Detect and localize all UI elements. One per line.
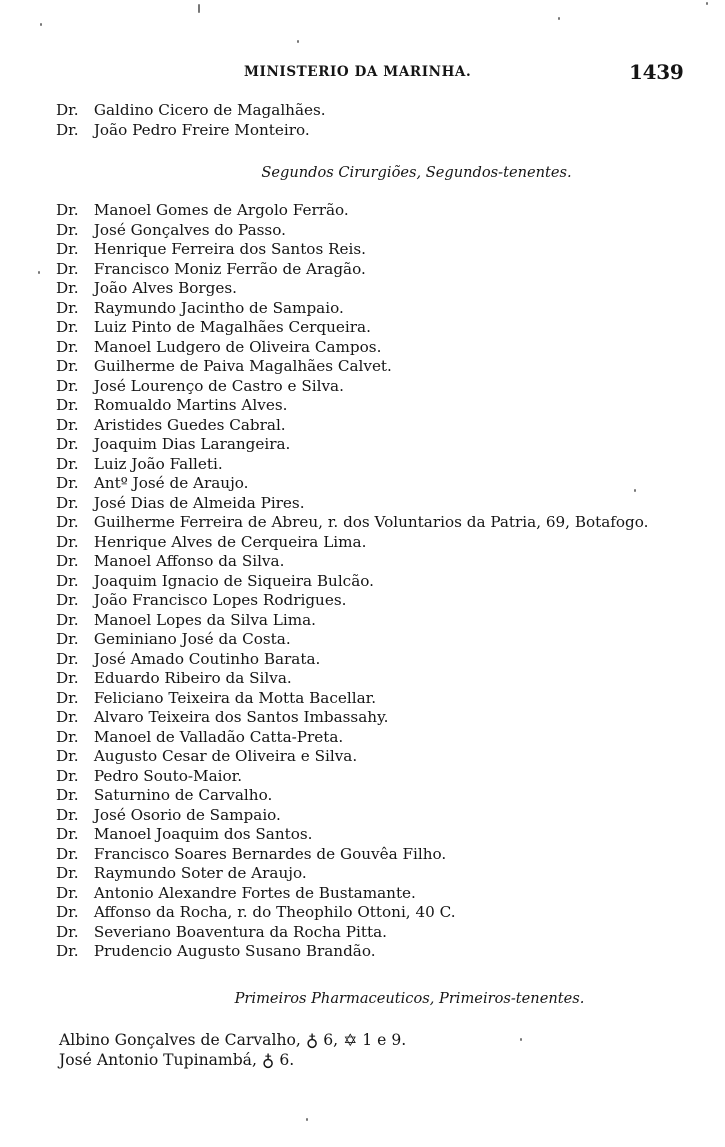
list-item (56, 708, 706, 728)
entry-name: José Osorio de Sampaio. (93, 805, 281, 824)
entry-name: Albino Gonçalves de Carvalho, (59, 1031, 301, 1049)
list-item (56, 747, 706, 767)
order-medal-icon: ♁ (261, 1051, 275, 1071)
list-item (56, 260, 706, 280)
entry-name: João Pedro Freire Monteiro. (93, 120, 310, 139)
entry-name: Saturnino de Carvalho. (93, 786, 273, 804)
list-item (56, 240, 706, 260)
entry-name: Manoel Ludgero de Oliveira Campos. (93, 337, 382, 356)
entry-name: Antonio Alexandre Fortes de Bustamante. (93, 883, 416, 902)
entry-name: Francisco Moniz Ferrão de Aragão. (93, 259, 366, 278)
list-item (56, 864, 706, 884)
list-item (56, 416, 706, 436)
decoration-text: 6, (323, 1031, 339, 1049)
entry-title: Dr. (56, 786, 79, 804)
list-item (56, 279, 706, 299)
entry-title: Dr. (56, 298, 79, 317)
entry-title: Dr. (56, 571, 79, 590)
entry-title: Dr. (56, 825, 79, 843)
entry-title: Dr. (56, 844, 79, 863)
entry-name: Severiano Boaventura da Rocha Pitta. (93, 922, 387, 941)
list-item (56, 299, 706, 319)
scan-speck (297, 40, 299, 43)
list-item (56, 650, 706, 670)
list-item (56, 474, 706, 494)
entry-title: Dr. (56, 318, 79, 336)
entry-name: João Alves Borges. (93, 279, 237, 297)
entry-title: Dr. (56, 688, 79, 707)
list-item (59, 1050, 709, 1070)
list-item (56, 903, 706, 923)
list-item (56, 728, 706, 748)
list-item (56, 318, 706, 338)
decoration-text: 6. (279, 1051, 295, 1069)
entry-title: Dr. (56, 337, 79, 356)
scan-speck (40, 23, 42, 26)
list-item (56, 630, 706, 650)
entry-name: Guilherme Ferreira de Abreu, r. dos Voluntarios da Patria, 69, Botafogo. (93, 513, 649, 531)
entry-name: Guilherme de Paiva Magalhães Calvet. (93, 357, 392, 375)
continuation-list (56, 101, 706, 140)
entry-title: Dr. (56, 883, 79, 902)
entry-name: Eduardo Ribeiro da Silva. (93, 669, 292, 687)
entry-title: Dr. (56, 610, 79, 629)
segundos-cirurgioes-list (56, 201, 706, 962)
entry-name: José Gonçalves do Passo. (93, 220, 286, 239)
entry-title: Dr. (56, 669, 79, 687)
entry-name: Manoel Lopes da Silva Lima. (93, 610, 317, 629)
entry-name: Luiz Pinto de Magalhães Cerqueira. (93, 318, 371, 336)
entry-title: Dr. (56, 415, 79, 434)
entry-title: Dr. (56, 805, 79, 824)
list-item (59, 1030, 709, 1050)
entry-title: Dr. (56, 864, 79, 882)
entry-name: José Antonio Tupinambá, (59, 1051, 257, 1069)
list-item (56, 396, 706, 416)
list-item (56, 221, 706, 241)
entry-title: Dr. (56, 591, 79, 609)
entry-title: Dr. (56, 903, 79, 921)
entry-name: José Amado Coutinho Barata. (93, 649, 321, 668)
entry-title: Dr. (56, 279, 79, 297)
entry-title: Dr. (56, 513, 79, 531)
list-item (56, 825, 706, 845)
entry-title: Dr. (56, 396, 79, 414)
list-item (56, 669, 706, 689)
list-item (56, 533, 706, 553)
star-icon: ✡ (343, 1031, 358, 1051)
entry-title: Dr. (56, 376, 79, 395)
entry-title: Dr. (56, 708, 79, 726)
entry-name: Pedro Souto-Maior. (93, 766, 243, 785)
section-heading-segundos-cirurgioes: Segundos Cirurgiões, Segundos-tenentes. (261, 164, 572, 181)
list-item (56, 357, 706, 377)
entry-title: Dr. (56, 747, 79, 765)
entry-name: Joaquim Ignacio de Siqueira Bulcão. (93, 571, 374, 590)
entry-title: Dr. (56, 259, 79, 278)
list-item (56, 552, 706, 572)
entry-title: Dr. (56, 649, 79, 668)
list-item (56, 455, 706, 475)
scan-speck (38, 271, 40, 274)
list-item (56, 494, 706, 514)
entry-title: Dr. (56, 766, 79, 785)
entry-name: José Lourenço de Castro e Silva. (93, 376, 344, 395)
entry-name: Manoel Joaquim dos Santos. (93, 825, 313, 843)
entry-title: Dr. (56, 201, 79, 219)
list-item (56, 513, 706, 533)
entry-name: Geminiano José da Costa. (93, 630, 291, 648)
entry-title: Dr. (56, 220, 79, 239)
entry-name: Alvaro Teixeira dos Santos Imbassahy. (93, 708, 389, 726)
running-title: MINISTERIO DA MARINHA. (244, 64, 472, 80)
list-item (56, 942, 706, 962)
order-medal-icon: ♁ (305, 1031, 319, 1051)
scan-speck (634, 489, 636, 492)
list-item (56, 611, 706, 631)
entry-title: Dr. (56, 532, 79, 551)
list-item (56, 101, 706, 121)
entry-name: Joaquim Dias Larangeira. (93, 435, 291, 453)
list-item (56, 689, 706, 709)
entry-name: Henrique Ferreira dos Santos Reis. (93, 240, 366, 258)
entry-name: José Dias de Almeida Pires. (93, 493, 305, 512)
scan-speck (706, 2, 708, 5)
entry-name: Augusto Cesar de Oliveira e Silva. (93, 747, 358, 765)
list-item (56, 121, 706, 141)
entry-title: Dr. (56, 240, 79, 258)
entry-name: Aristides Guedes Cabral. (93, 415, 286, 434)
entry-title: Dr. (56, 101, 79, 119)
entry-name: Manoel Affonso da Silva. (93, 552, 285, 570)
entry-title: Dr. (56, 942, 79, 960)
list-item (56, 786, 706, 806)
list-item (56, 572, 706, 592)
list-item (56, 767, 706, 787)
entry-name: Manoel de Valladão Catta-Preta. (93, 727, 344, 746)
entry-title: Dr. (56, 630, 79, 648)
decoration-text: 1 e 9. (362, 1031, 407, 1049)
list-item (56, 338, 706, 358)
entry-name: Manoel Gomes de Argolo Ferrão. (93, 201, 349, 219)
entry-name: Raymundo Jacintho de Sampaio. (93, 298, 344, 317)
scan-speck (198, 4, 200, 13)
entry-name: Romualdo Martins Alves. (93, 396, 288, 414)
entry-name: Henrique Alves de Cerqueira Lima. (93, 532, 367, 551)
list-item (56, 923, 706, 943)
entry-title: Dr. (56, 435, 79, 453)
primeiros-pharmaceuticos-list (59, 1030, 709, 1070)
list-item (56, 591, 706, 611)
entry-name: Prudencio Augusto Susano Brandão. (93, 942, 376, 960)
list-item (56, 884, 706, 904)
scan-speck (306, 1118, 308, 1121)
entry-name: Raymundo Soter de Araujo. (93, 864, 307, 882)
list-item (56, 845, 706, 865)
entry-name: Affonso da Rocha, r. do Theophilo Ottoni, 40 C. (93, 903, 456, 921)
entry-name: Galdino Cicero de Magalhães. (93, 101, 326, 119)
entry-name: Antº José de Araujo. (93, 474, 249, 492)
entry-name: Luiz João Falleti. (93, 454, 223, 473)
list-item (56, 201, 706, 221)
list-item (56, 435, 706, 455)
entry-title: Dr. (56, 727, 79, 746)
entry-name: João Francisco Lopes Rodrigues. (93, 591, 347, 609)
scan-speck (558, 17, 560, 20)
entry-title: Dr. (56, 454, 79, 473)
section-heading-primeiros-pharmaceuticos: Primeiros Pharmaceuticos, Primeiros-tenentes. (234, 990, 585, 1007)
entry-title: Dr. (56, 474, 79, 492)
entry-title: Dr. (56, 357, 79, 375)
entry-title: Dr. (56, 120, 79, 139)
list-item (56, 377, 706, 397)
entry-title: Dr. (56, 922, 79, 941)
page-number: 1439 (629, 60, 684, 84)
scan-speck (520, 1038, 522, 1041)
page-header (0, 60, 725, 88)
entry-title: Dr. (56, 493, 79, 512)
entry-name: Feliciano Teixeira da Motta Bacellar. (93, 688, 377, 707)
entry-title: Dr. (56, 552, 79, 570)
entry-name: Francisco Soares Bernardes de Gouvêa Filho. (93, 844, 447, 863)
list-item (56, 806, 706, 826)
